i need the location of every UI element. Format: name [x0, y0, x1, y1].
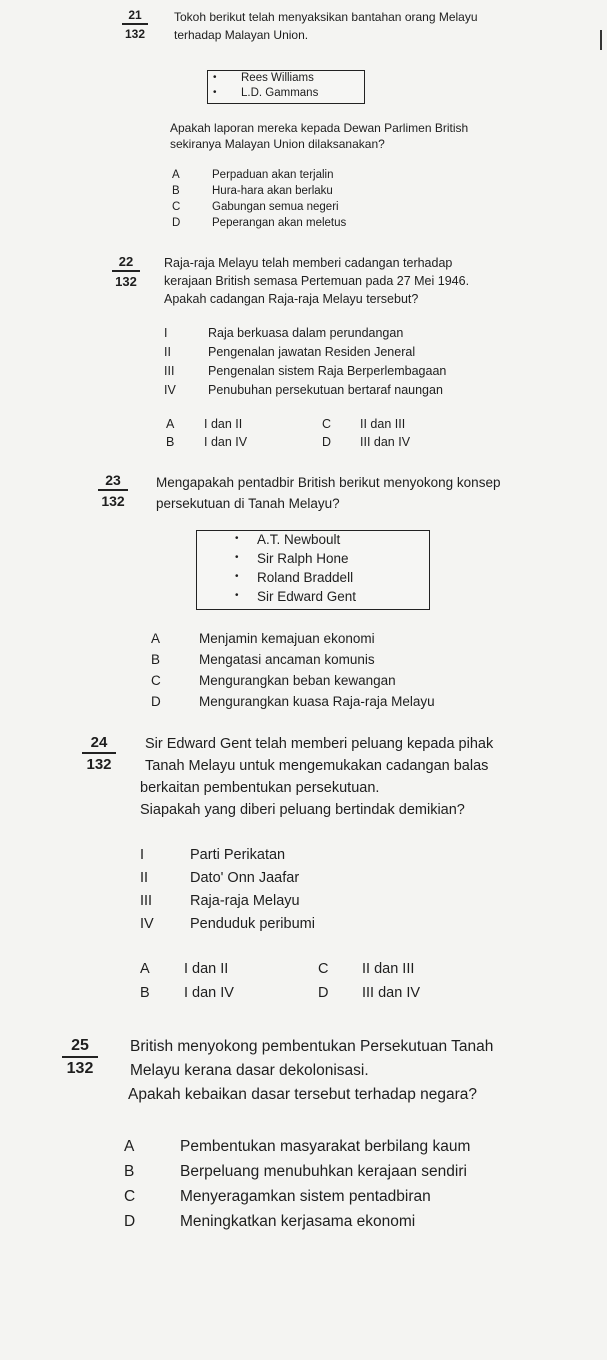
box-item: Rees Williams — [241, 72, 314, 84]
names-box: • Rees Williams • L.D. Gammans — [207, 70, 365, 104]
question-stem: terhadap Malayan Union. — [174, 28, 309, 42]
question-stem: Melayu kerana dasar dekolonisasi. — [130, 1062, 369, 1079]
question-text: sekiranya Malayan Union dilaksanakan? — [170, 137, 385, 151]
question-number: 23 132 — [98, 472, 128, 509]
question-number: 25 132 — [62, 1037, 98, 1078]
box-item: Sir Ralph Hone — [257, 551, 349, 566]
question-stem: Raja-raja Melayu telah memberi cadangan terhadap — [164, 256, 453, 270]
question-stem: Sir Edward Gent telah memberi peluang kepada pihak — [145, 736, 494, 752]
question-stem: persekutuan di Tanah Melayu? — [156, 496, 340, 511]
question-number: 21 132 — [122, 8, 148, 41]
question-number: 24 132 — [82, 734, 116, 773]
question-stem: Mengapakah pentadbir British berikut menyokong konsep — [156, 475, 501, 490]
box-item: Roland Braddell — [257, 570, 354, 585]
question-stem: kerajaan British semasa Pertemuan pada 27 Mei 1946. — [164, 274, 470, 288]
page-edge-mark — [600, 30, 602, 50]
names-box: • A.T. Newboult • Sir Ralph Hone • Roland Braddell • Sir Edward Gent — [196, 530, 430, 610]
question-stem: Siapakah yang diberi peluang bertindak demikian? — [140, 802, 465, 818]
box-item: A.T. Newboult — [257, 532, 341, 547]
question-stem: Tanah Melayu untuk mengemukakan cadangan balas — [145, 758, 489, 774]
question-stem: Apakah cadangan Raja-raja Melayu tersebut? — [164, 292, 419, 306]
question-number: 22 132 — [112, 254, 140, 289]
box-item: L.D. Gammans — [241, 87, 319, 99]
question-stem: berkaitan pembentukan persekutuan. — [140, 780, 380, 796]
question-stem: Apakah kebaikan dasar tersebut terhadap negara? — [128, 1086, 477, 1103]
question-stem: Tokoh berikut telah menyaksikan bantahan orang Melayu — [174, 10, 478, 24]
question-text: Apakah laporan mereka kepada Dewan Parlimen British — [170, 121, 469, 135]
box-item: Sir Edward Gent — [257, 589, 357, 604]
question-stem: British menyokong pembentukan Persekutuan Tanah — [130, 1038, 494, 1055]
